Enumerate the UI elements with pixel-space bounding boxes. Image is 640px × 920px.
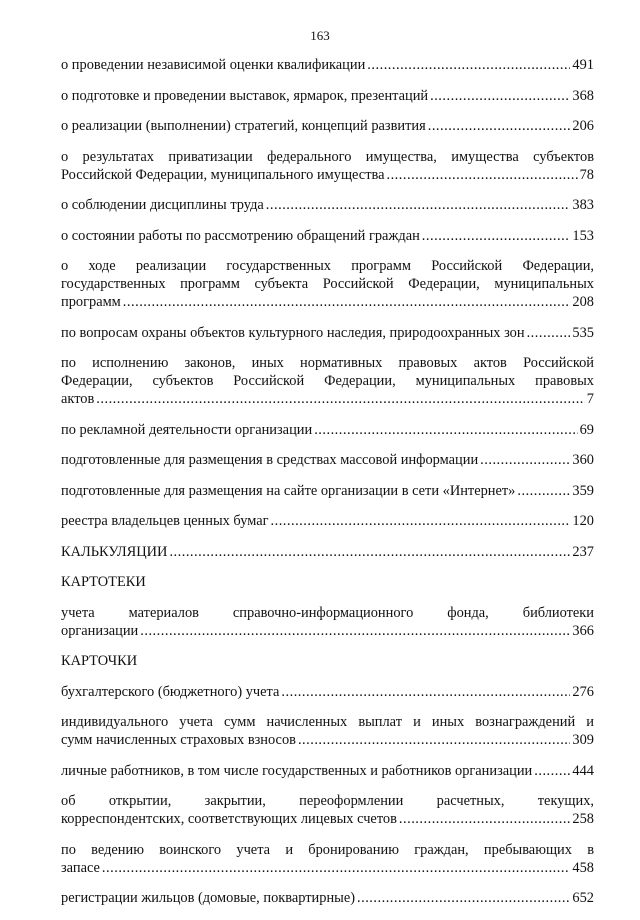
entry-text-line: Федерации, субъектов Российской Федерации, муниципальных правовых <box>61 373 594 389</box>
index-entry <box>61 713 594 749</box>
dot-leader <box>517 482 570 500</box>
entry-last-line <box>61 390 594 408</box>
dot-leader <box>422 227 571 245</box>
entry-page-number: 208 <box>572 294 594 310</box>
index-entry <box>61 512 594 530</box>
entry-last-line <box>61 451 594 469</box>
dot-leader <box>386 166 577 184</box>
entry-last-line <box>61 762 594 780</box>
entry-text: актов <box>61 391 95 407</box>
entry-page-number: 69 <box>579 421 594 438</box>
dot-leader <box>271 512 571 530</box>
entry-page-number: 491 <box>572 57 594 73</box>
entry-text: о подготовке и проведении выставок, ярмарок, презентаций <box>61 87 429 104</box>
entry-page-number: 360 <box>572 452 594 468</box>
index-entry <box>61 683 594 701</box>
entry-page-number: 237 <box>572 543 594 560</box>
entry-page-number: 276 <box>572 683 594 700</box>
entry-page-number: 120 <box>572 513 594 529</box>
dot-leader <box>534 762 570 780</box>
index-entry <box>61 257 594 311</box>
entry-last-line <box>61 166 594 184</box>
entry-text: о проведении независимой оценки квалификации <box>61 57 366 73</box>
entry-last-line <box>61 859 594 877</box>
entry-last-line <box>61 56 594 74</box>
entry-last-line <box>61 810 594 828</box>
entry-page-number: 458 <box>572 859 594 876</box>
index-entry <box>61 421 594 439</box>
entry-page-number: 258 <box>572 811 594 827</box>
dot-leader <box>298 731 570 749</box>
entry-text: корреспондентских, соответствующих лицевых счетов <box>61 811 397 827</box>
entry-text-line: по исполнению законов, иных нормативных правовых актов Российской <box>61 355 594 371</box>
entry-text: КАЛЬКУЛЯЦИИ <box>61 543 168 560</box>
index-entry <box>61 889 594 907</box>
dot-leader <box>140 622 570 640</box>
entry-last-line <box>61 421 594 439</box>
index-entry <box>61 87 594 105</box>
dot-leader <box>527 324 571 342</box>
entry-text: сумм начисленных страховых взносов <box>61 732 296 748</box>
dot-leader <box>102 859 570 877</box>
entry-text: регистрации жильцов (домовые, поквартирные) <box>61 890 356 906</box>
index-entry <box>61 762 594 780</box>
dot-leader <box>123 293 571 311</box>
entry-text: запасе <box>61 859 100 876</box>
entry-page-number: 78 <box>579 166 594 183</box>
entry-text-line: по ведению воинского учета и бронированию граждан, пребывающих в <box>61 841 594 858</box>
section-heading: КАРТОЧКИ <box>61 653 138 669</box>
dot-leader <box>169 543 570 561</box>
dot-leader <box>367 56 570 74</box>
entry-text-line: учета материалов справочно-информационного фонда, библиотеки <box>61 604 594 621</box>
entry-text: программ <box>61 294 121 310</box>
entry-last-line <box>61 889 594 907</box>
entry-last-line <box>61 117 594 135</box>
entry-page-number: 359 <box>572 482 594 499</box>
entry-text: бухгалтерского (бюджетного) учета <box>61 683 280 700</box>
entry-last-line <box>61 512 594 530</box>
entry-page-number: 309 <box>572 732 594 748</box>
dot-leader <box>480 451 570 469</box>
index-entry <box>61 354 594 408</box>
entry-last-line <box>61 87 594 105</box>
entry-page-number: 652 <box>572 890 594 906</box>
entry-page-number: 7 <box>586 391 594 407</box>
index-entry <box>61 792 594 828</box>
section-heading: КАРТОТЕКИ <box>61 574 146 590</box>
dot-leader <box>96 390 585 408</box>
entry-last-line <box>61 543 594 561</box>
entry-text: организации <box>61 622 139 639</box>
entry-text-line: индивидуального учета сумм начисленных выплат и иных вознаграждений и <box>61 714 594 730</box>
dot-leader <box>399 810 571 828</box>
entry-text: личные работников, в том числе государственных и работников организации <box>61 762 533 779</box>
index-entries <box>61 56 594 920</box>
entry-last-line <box>61 731 594 749</box>
entry-page-number: 368 <box>572 87 594 104</box>
entry-page-number: 366 <box>572 622 594 639</box>
entry-last-line <box>61 293 594 311</box>
dot-leader <box>428 117 571 135</box>
entry-last-line <box>61 683 594 701</box>
entry-last-line <box>61 227 594 245</box>
index-entry <box>61 482 594 500</box>
entry-text: о соблюдении дисциплины труда <box>61 197 264 213</box>
entry-page-number: 535 <box>572 324 594 341</box>
entry-last-line <box>61 482 594 500</box>
entry-text-line: об открытии, закрытии, переоформлении расчетных, текущих, <box>61 793 594 809</box>
entry-text: по вопросам охраны объектов культурного наследия, природоохранных зон <box>61 324 525 341</box>
index-entry <box>61 451 594 469</box>
entry-text: по рекламной деятельности организации <box>61 421 313 438</box>
entry-text-line: о результатах приватизации федерального имущества, имущества субъектов <box>61 148 594 165</box>
index-entry <box>61 604 594 640</box>
entry-page-number: 444 <box>572 762 594 779</box>
entry-text: Российской Федерации, муниципального имущества <box>61 166 385 183</box>
index-entry <box>61 117 594 135</box>
entry-text: о реализации (выполнении) стратегий, концепций развития <box>61 118 426 134</box>
entry-page-number: 383 <box>572 197 594 213</box>
entry-page-number: 153 <box>572 227 594 244</box>
dot-leader <box>281 683 570 701</box>
page-number: 163 <box>310 28 330 43</box>
entry-text-line: о ходе реализации государственных программ Российской Федерации, <box>61 258 594 274</box>
index-entry <box>61 227 594 245</box>
entry-text: подготовленные для размещения в средствах массовой информации <box>61 452 479 468</box>
entry-text-line: государственных программ субъекта Российской Федерации, муниципальных <box>61 276 594 292</box>
dot-leader <box>430 87 570 105</box>
index-entry <box>61 841 594 877</box>
entry-last-line <box>61 324 594 342</box>
entry-text: реестра владельцев ценных бумаг <box>61 513 269 529</box>
index-entry <box>61 148 594 184</box>
entry-text: подготовленные для размещения на сайте организации в сети «Интернет» <box>61 482 516 499</box>
dot-leader <box>266 196 571 214</box>
index-entry <box>61 56 594 74</box>
dot-leader <box>314 421 577 439</box>
dot-leader <box>357 889 570 907</box>
index-entry <box>61 324 594 342</box>
index-entry <box>61 196 594 214</box>
entry-page-number: 206 <box>572 118 594 134</box>
entry-last-line <box>61 196 594 214</box>
index-entry <box>61 543 594 561</box>
entry-last-line <box>61 622 594 640</box>
entry-text: о состоянии работы по рассмотрению обращений граждан <box>61 227 420 244</box>
